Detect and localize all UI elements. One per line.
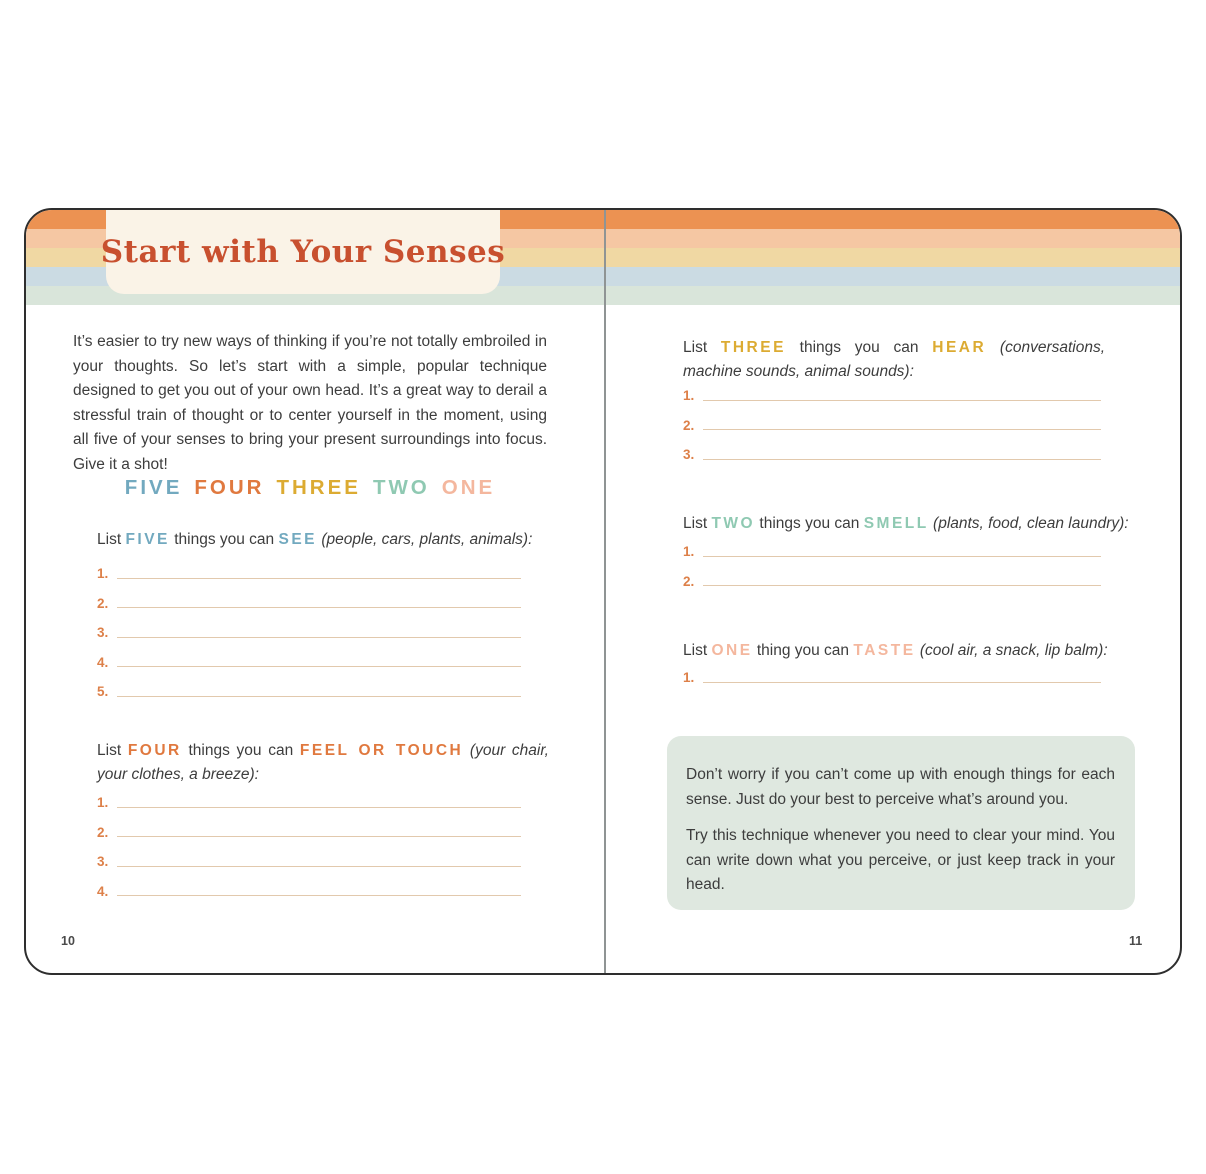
write-line — [703, 459, 1101, 460]
row-number: 3. — [683, 447, 695, 462]
row-number: 4. — [97, 883, 109, 899]
tip-note-paragraph-1: Don’t worry if you can’t come up with enough things for each sense. Just do your best to perceive what’s around you. — [686, 766, 1115, 808]
write-line-row — [97, 612, 521, 642]
write-line — [117, 666, 521, 667]
write-line — [703, 682, 1101, 683]
row-number: 1. — [97, 566, 109, 581]
write-line — [703, 585, 1101, 586]
feel-prompt-middle: things you can — [188, 742, 294, 759]
hear-prompt-count: THREE — [720, 339, 786, 356]
smell-prompt-list: List — [683, 515, 708, 532]
write-line-row — [683, 375, 1101, 405]
see-prompt-middle: things you can — [174, 531, 275, 548]
feel-prompt-list: List — [97, 742, 122, 759]
feel-prompt-hint: (your chair, your clothes, a breeze): — [97, 742, 549, 783]
write-line-row — [97, 553, 521, 583]
write-line-row — [683, 434, 1101, 464]
row-number: 2. — [683, 573, 695, 589]
write-line — [703, 400, 1101, 401]
smell-prompt-count: TWO — [711, 515, 756, 532]
row-number: 3. — [97, 854, 109, 869]
write-line — [117, 836, 521, 837]
smell-prompt-hint: (plants, food, clean laundry): — [933, 515, 1129, 532]
write-line — [117, 895, 521, 896]
row-number: 1. — [97, 795, 109, 810]
taste-prompt-sense: TASTE — [853, 642, 916, 659]
hear-prompt-hint: (conversations, machine sounds, animal sounds): — [683, 339, 1106, 380]
write-line — [117, 578, 521, 579]
hear-prompt-sense: HEAR — [932, 339, 987, 356]
write-line-row — [97, 871, 521, 901]
row-number: 1. — [683, 670, 695, 685]
countdown-one: ONE — [441, 476, 496, 499]
write-line — [703, 429, 1101, 430]
write-line-row — [97, 583, 521, 613]
taste-prompt-middle: thing you can — [756, 642, 850, 659]
taste-prompt-hint: (cool air, a snack, lip balm): — [919, 642, 1108, 659]
row-number: 2. — [97, 824, 109, 840]
title-card — [100, 210, 506, 294]
intro-paragraph: It’s easier to try new ways of thinking if you’re not totally embroiled in your thoughts. So let’s start with a simple, popular technique designed to get you out of your own head. It’s a great way to derail a stressful train of thought or to center yourself in the moment, using all five of your senses to bring your present surroundings into focus. Give it a shot! — [73, 333, 547, 473]
row-number: 2. — [683, 417, 695, 433]
hear-prompt-list: List — [683, 339, 708, 356]
write-line-row — [97, 841, 521, 871]
page-number-right: 11 — [1129, 934, 1143, 948]
taste-prompt-list: List — [683, 642, 708, 659]
row-number: 1. — [683, 544, 695, 559]
write-line-row — [97, 671, 521, 701]
write-line-row — [97, 642, 521, 672]
feel-prompt — [97, 739, 549, 787]
write-line-row — [683, 531, 1101, 561]
write-line-row — [683, 657, 1101, 687]
countdown-two: TWO — [372, 476, 430, 499]
write-line — [117, 866, 521, 867]
taste-prompt-count: ONE — [711, 642, 753, 659]
row-number: 4. — [97, 654, 109, 670]
tip-note-paragraph-2: Try this technique whenever you need to clear your mind. You can write down what you perceive, or just keep track in your head. — [686, 827, 1115, 893]
tip-note-box — [667, 736, 1135, 910]
write-line — [117, 807, 521, 808]
write-line-row — [683, 405, 1101, 435]
write-line-row — [683, 561, 1101, 591]
countdown-three: THREE — [276, 476, 361, 499]
feel-write-lines — [97, 782, 521, 900]
countdown-heading — [73, 476, 547, 500]
feel-prompt-sense: FEEL OR TOUCH — [299, 742, 464, 759]
page-title: Start with Your Senses — [100, 234, 506, 270]
smell-write-lines — [683, 531, 1101, 590]
taste-write-lines — [683, 657, 1101, 687]
book-spread — [24, 208, 1182, 975]
hear-write-lines — [683, 375, 1101, 464]
write-line — [117, 696, 521, 697]
see-prompt — [97, 528, 549, 552]
write-line — [117, 637, 521, 638]
row-number: 5. — [97, 684, 109, 699]
smell-prompt-sense: SMELL — [863, 515, 929, 532]
row-number: 1. — [683, 388, 695, 403]
countdown-five: FIVE — [124, 476, 183, 499]
page-number-left: 10 — [61, 934, 75, 948]
see-write-lines — [97, 553, 521, 701]
hear-prompt-middle: things you can — [799, 339, 919, 356]
write-line — [117, 607, 521, 608]
row-number: 2. — [97, 595, 109, 611]
countdown-four: FOUR — [194, 476, 265, 499]
see-prompt-list: List — [97, 531, 122, 548]
feel-prompt-count: FOUR — [127, 742, 182, 759]
see-prompt-hint: (people, cars, plants, animals): — [321, 531, 533, 548]
write-line-row — [97, 812, 521, 842]
write-line-row — [97, 782, 521, 812]
smell-prompt-middle: things you can — [759, 515, 860, 532]
page-divider — [604, 210, 606, 973]
row-number: 3. — [97, 625, 109, 640]
see-prompt-sense: SEE — [278, 531, 317, 548]
see-prompt-count: FIVE — [125, 531, 170, 548]
write-line — [703, 556, 1101, 557]
